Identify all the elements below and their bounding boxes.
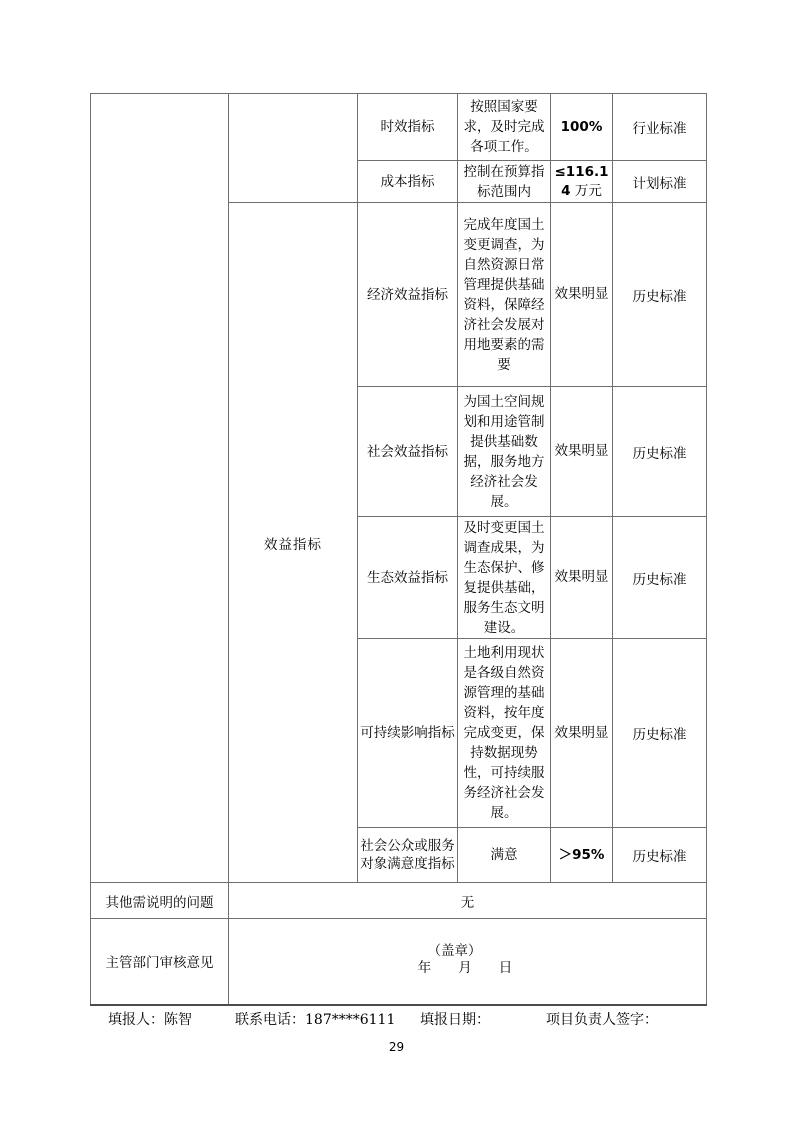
filler-name: 填报人：陈智 [108, 1012, 192, 1028]
indicator-value [551, 161, 613, 203]
contact-phone: 联系电话：187****6111 [235, 1012, 396, 1028]
indicator-description: 完成年度国土变更调查，为自然资源日常管理提供基础资料，保障经济社会发展对用地要素的需要 [458, 203, 551, 387]
stamp-placeholder: （盖章） [427, 943, 482, 960]
indicator-value-text: 效果明显 [554, 443, 609, 459]
form-footer [0, 1009, 793, 1029]
indicator-description: 为国土空间规划和用途管制提供基础数据，服务地方经济社会发展。 [458, 387, 551, 517]
indicator-standard: 历史标准 [613, 828, 707, 883]
indicator-name: 生态效益指标 [358, 517, 458, 639]
table-row [91, 94, 707, 161]
indicator-value-number: ≤116.14 [554, 163, 609, 199]
performance-indicator-table [90, 93, 707, 1006]
fill-date: 填报日期： [420, 1012, 490, 1028]
indicator-standard: 行业标准 [613, 94, 707, 161]
date-placeholder: 年 月 日 [417, 960, 513, 977]
signature-label: 项目负责人签字： [546, 1012, 658, 1028]
indicator-name: 时效指标 [358, 94, 458, 161]
review-content-cell [229, 919, 707, 1005]
other-question-row [91, 883, 707, 919]
other-question-label: 其他需说明的问题 [91, 883, 229, 919]
indicator-value-text: 效果明显 [554, 286, 609, 302]
indicator-description: 按照国家要求，及时完成各项工作。 [458, 94, 551, 161]
indicator-value-text: 效果明显 [554, 569, 609, 585]
indicator-value [551, 94, 613, 161]
indicator-name: 可持续影响指标 [358, 639, 458, 828]
indicator-name: 经济效益指标 [358, 203, 458, 387]
benefit-group-label: 效益指标 [229, 203, 358, 883]
indicator-value [551, 203, 613, 387]
indicator-description: 满意 [458, 828, 551, 883]
indicator-standard: 计划标准 [613, 161, 707, 203]
indicator-standard: 历史标准 [613, 517, 707, 639]
indicator-value [551, 639, 613, 828]
output-group-continuation-cell [229, 94, 358, 203]
indicator-name: 社会效益指标 [358, 387, 458, 517]
indicator-value [551, 517, 613, 639]
indicator-value-number: 100% [560, 118, 603, 135]
category-continuation-cell [91, 94, 229, 883]
indicator-value-text: 万元 [574, 182, 602, 199]
page-number: 29 [388, 1040, 405, 1054]
indicator-standard: 历史标准 [613, 639, 707, 828]
indicator-value [551, 387, 613, 517]
indicator-description: 土地利用现状是各级自然资源管理的基础资料，按年度完成变更，保持数据现势性，可持续服务经济社会发展。 [458, 639, 551, 828]
review-row [91, 919, 707, 1005]
indicator-name: 成本指标 [358, 161, 458, 203]
review-label: 主管部门审核意见 [91, 919, 229, 1005]
indicator-standard: 历史标准 [613, 203, 707, 387]
indicator-value-number: ＞95% [558, 846, 605, 863]
indicator-value-text: 效果明显 [554, 724, 609, 741]
indicator-standard: 历史标准 [613, 387, 707, 517]
indicator-description: 控制在预算指标范围内 [458, 161, 551, 203]
indicator-value [551, 828, 613, 883]
indicator-name: 社会公众或服务对象满意度指标 [358, 828, 458, 883]
other-question-value: 无 [229, 883, 707, 919]
indicator-description: 及时变更国土调查成果，为生态保护、修复提供基础，服务生态文明建设。 [458, 517, 551, 639]
